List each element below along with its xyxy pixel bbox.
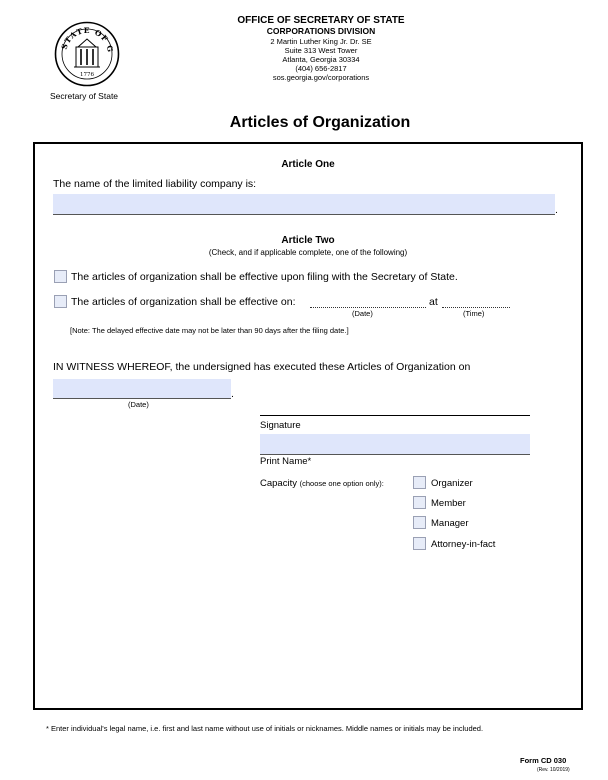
article-two-heading: Article Two [281, 235, 335, 246]
capacity-organizer-label: Organizer [431, 478, 473, 489]
effective-time-caption: (Time) [463, 309, 485, 318]
print-name-field[interactable] [260, 434, 530, 455]
address-line: Atlanta, Georgia 30334 [282, 55, 360, 65]
effective-on-date-label: The articles of organization shall be effective on: [71, 296, 296, 308]
svg-text:1776: 1776 [80, 72, 94, 78]
form-revision: (Rev. 10/2019) [537, 767, 570, 773]
address-line: Suite 313 West Tower [284, 46, 358, 56]
capacity-attorney-checkbox[interactable] [413, 537, 426, 550]
seal-caption: Secretary of State [50, 91, 119, 101]
period-mark: . [555, 204, 558, 216]
capacity-attorney-label: Attorney-in-fact [431, 539, 496, 550]
witness-statement: IN WITNESS WHEREOF, the undersigned has executed these Articles of Organization on [53, 361, 471, 373]
company-name-field[interactable] [53, 194, 555, 215]
office-name: OFFICE OF SECRETARY OF STATE [237, 15, 405, 26]
effective-on-date-checkbox[interactable] [54, 295, 67, 308]
signature-line[interactable] [260, 415, 530, 416]
effective-date-caption: (Date) [352, 309, 373, 318]
form-frame [33, 142, 583, 710]
address-line: 2 Martin Luther King Jr. Dr. SE [270, 37, 372, 47]
article-two-instructions: (Check, and if applicable complete, one of the following) [208, 248, 408, 257]
at-label: at [429, 296, 438, 308]
phone-number: (404) 656-2817 [295, 64, 347, 74]
capacity-label-text: Capacity [260, 478, 297, 489]
document-title: Articles of Organization [229, 114, 411, 131]
signature-label: Signature [260, 420, 301, 431]
capacity-manager-label: Manager [431, 518, 469, 529]
period-mark: . [231, 388, 234, 400]
effective-upon-filing-checkbox[interactable] [54, 270, 67, 283]
state-seal-logo [54, 21, 120, 87]
capacity-manager-checkbox[interactable] [413, 516, 426, 529]
company-name-prompt: The name of the limited liability company is: [53, 178, 257, 190]
office-header [180, 15, 462, 82]
article-one-heading: Article One [281, 159, 335, 170]
capacity-member-label: Member [431, 498, 466, 509]
effective-upon-filing-label: The articles of organization shall be effective upon filing with the Secretary of State. [71, 271, 458, 283]
execution-date-field[interactable] [53, 379, 231, 399]
form-number: Form CD 030 [520, 756, 567, 765]
division-name: CORPORATIONS DIVISION [266, 25, 376, 36]
capacity-hint: (choose one option only): [299, 479, 384, 488]
execution-date-caption: (Date) [128, 400, 149, 409]
svg-text:STATE OF GEORGIA: STATE OF G [59, 25, 116, 54]
delayed-date-note: [Note: The delayed effective date may not be later than 90 days after the filing date.] [70, 326, 349, 335]
legal-name-footnote: * Enter individual's legal name, i.e. first and last name without use of initials or nicknames. Middle names or initials may be included. [46, 724, 484, 733]
website: sos.georgia.gov/corporations [272, 73, 370, 83]
capacity-label [260, 478, 384, 489]
capacity-member-checkbox[interactable] [413, 496, 426, 509]
capacity-organizer-checkbox[interactable] [413, 476, 426, 489]
print-name-label: Print Name* [260, 456, 312, 467]
effective-date-field[interactable] [310, 296, 426, 308]
effective-time-field[interactable] [442, 296, 510, 308]
